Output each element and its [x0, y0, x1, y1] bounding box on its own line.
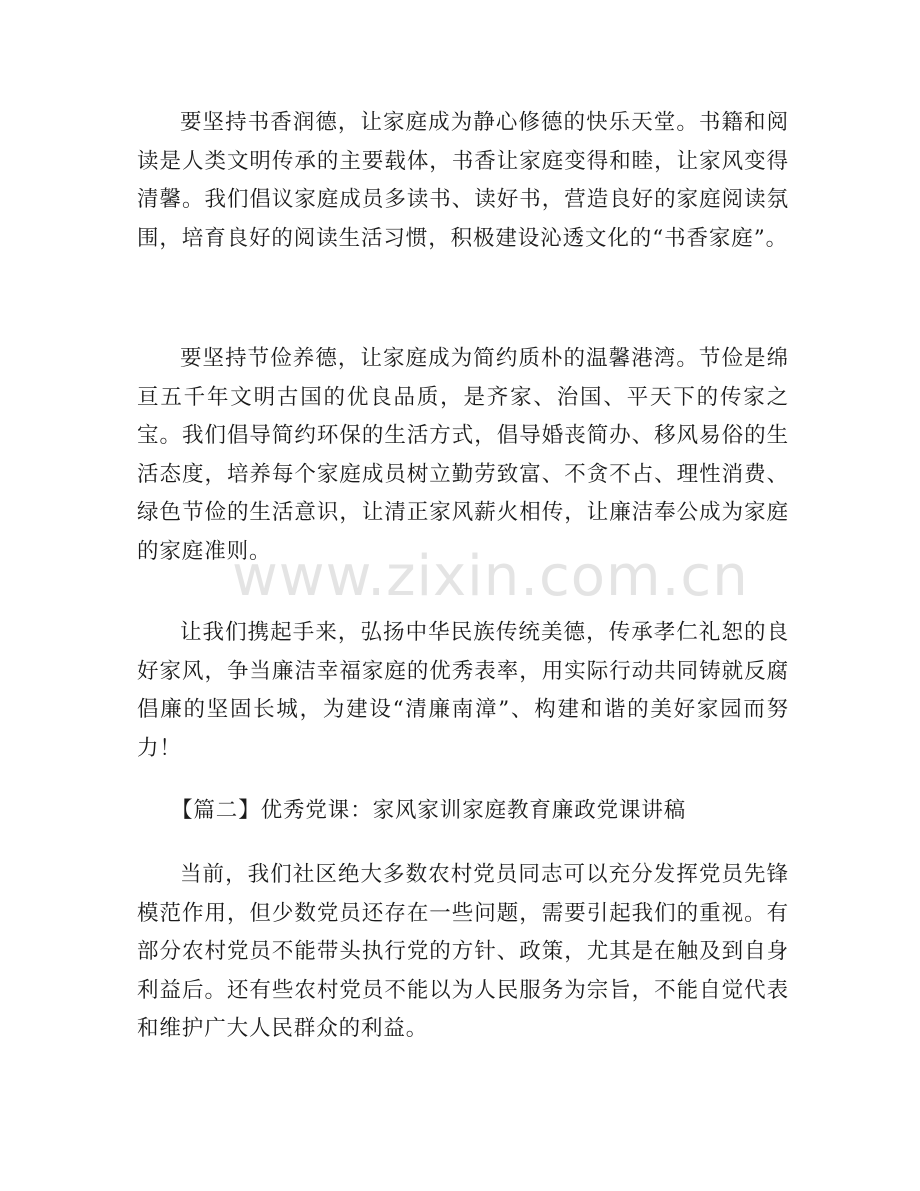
paragraph-call-to-action: 让我们携起手来，弘扬中华民族传统美德，传承孝仁礼恕的良好家风，争当廉洁幸福家庭的优秀表率，用实际行动共同铸就反腐倡廉的坚固长城，为建设“清廉南漳”、构建和谐的美好家园而努力！ [137, 620, 789, 761]
paragraph-party-members: 当前，我们社区绝大多数农村党员同志可以充分发挥党员先锋模范作用，但少数党员还存在一些问题，需要引起我们的重视。有部分农村党员不能带头执行党的方针、政策，尤其是在触及到自身利益后。还有些农村党员不能以为人民服务为宗旨，不能自觉代表和维护广大人民群众的利益。 [137, 862, 789, 1041]
document-body [137, 104, 789, 1049]
watermark: www.zixin.com.cn [232, 544, 749, 609]
paragraph-frugality: 要坚持节俭养德，让家庭成为简约质朴的温馨港湾。节俭是绵亘五千年文明古国的优良品质，是齐家、治国、平天下的传家之宝。我们倡导简约环保的生活方式，倡导婚丧简办、移风易俗的生活态度，培养每个家庭成员树立勤劳致富、不贪不占、理性消费、绿色节俭的生活意识，让清正家风薪火相传，让廉洁奉公成为家庭的家庭准则。 [137, 346, 789, 564]
paragraph-book-fragrance: 要坚持书香润德，让家庭成为静心修德的快乐天堂。书籍和阅读是人类文明传承的主要载体，书香让家庭变得和睦，让家风变得清馨。我们倡议家庭成员多读书、读好书，营造良好的家庭阅读氛围，培育良好的阅读生活习惯，积极建设沁透文化的“书香家庭”。 [137, 110, 789, 251]
section-heading: 【篇二】优秀党课：家风家训家庭教育廉政党课讲稿 [171, 798, 687, 823]
